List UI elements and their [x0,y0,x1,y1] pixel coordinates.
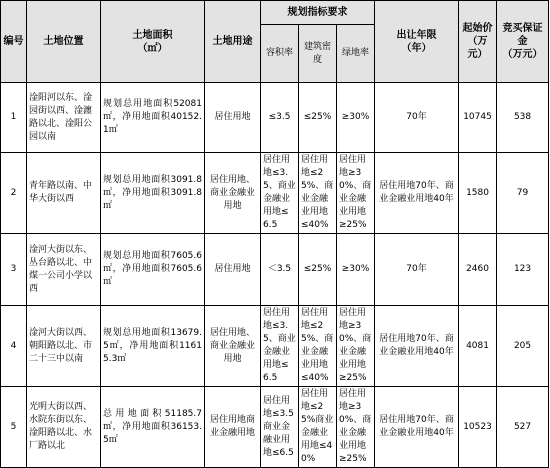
header-deposit-unit: （万元） [502,49,543,60]
cell-area: 规划总用地面积7605.6㎡，净用地面积7605.6㎡ [101,234,205,306]
header-deposit [497,1,549,83]
header-density: 建筑密度 [299,25,337,83]
cell-location: 淦河大街以东、丛台路以北、中煤一公司小学以西 [27,234,101,306]
cell-green: 居住用地≥30%、商业金融业用地≥25% [337,387,375,468]
header-area-title: 土地面积 [132,29,173,41]
cell-id: 5 [1,387,27,468]
cell-far: ＜3.5 [261,234,299,306]
cell-green: ≥30% [337,83,375,153]
header-use: 土地用途 [205,1,261,83]
table-row [1,83,549,153]
cell-use: 居住用地 [205,83,261,153]
cell-area: 总用地面积51185.7㎡，净用地面积36153.5㎡ [101,387,205,468]
header-area [101,1,205,83]
header-term [375,1,459,83]
cell-price: 1580 [459,153,497,234]
cell-area: 规划总用地面积3091.8㎡，净用地面积3091.8㎡ [101,153,205,234]
cell-price: 10745 [459,83,497,153]
header-location: 土地位置 [27,1,101,83]
cell-location: 淦阳河以东、淦园街以西、淦瀍路以北、淦阳公园以南 [27,83,101,153]
cell-id: 1 [1,83,27,153]
header-price-title: 起始价 [462,23,493,34]
cell-deposit: 538 [497,83,549,153]
cell-area: 规划总用地面积52081㎡，净用地面积40152.1㎡ [101,83,205,153]
cell-density: ≤25% [299,83,337,153]
cell-location: 青年路以南、中华大街以西 [27,153,101,234]
cell-far: ≤3.5 [261,83,299,153]
cell-use: 居住用地、商业金融业用地 [205,306,261,387]
table-row [1,387,549,468]
cell-id: 3 [1,234,27,306]
cell-term: 居住用地70年、商业金融业用地40年 [375,387,459,468]
header-term-unit: （年） [401,42,432,54]
header-area-unit: （㎡） [137,42,168,54]
cell-term: 居住用地70年、商业金融业用地40年 [375,306,459,387]
cell-deposit: 527 [497,387,549,468]
cell-density: 居住用地≤25%、商业金融业用地≤40% [299,153,337,234]
header-term-title: 出让年限 [396,29,437,41]
cell-term: 70年 [375,234,459,306]
table-row [1,153,549,234]
cell-far: 居住用地≤3.5、商业金融业用地≤6.5 [261,306,299,387]
header-row-top [1,1,549,25]
cell-id: 2 [1,153,27,234]
cell-term: 居住用地70年、商业金融业用地40年 [375,153,459,234]
cell-use: 居住用地、商业金融业用地 [205,153,261,234]
header-planning: 规划指标要求 [261,1,375,25]
cell-area: 规划总用地面积13679.5㎡，净用地面积11615.3㎡ [101,306,205,387]
cell-price: 4081 [459,306,497,387]
cell-far: 居住用地≤3.5商业金融业用地≤6.5 [261,387,299,468]
cell-density: ≤25% [299,234,337,306]
header-far: 容积率 [261,25,299,83]
cell-price: 10523 [459,387,497,468]
table-row [1,234,549,306]
table-row [1,306,549,387]
header-deposit-title: 竞买保证金 [502,23,543,47]
header-price-unit: （万元） [467,36,488,60]
cell-density: 居住用地≤25%商业金融业用地≤40% [299,387,337,468]
cell-green: 居住用地≥30%、商业金融业用地≥25% [337,153,375,234]
cell-deposit: 79 [497,153,549,234]
cell-deposit: 205 [497,306,549,387]
header-green: 绿地率 [337,25,375,83]
cell-far: 居住用地≤3.5、商业金融业用地≤6.5 [261,153,299,234]
cell-location: 淦河大街以西、朝阳路以北、市二十三中以南 [27,306,101,387]
cell-green: 居住用地≥30%、商业金融业用地≥25% [337,306,375,387]
header-id: 编号 [1,1,27,83]
cell-density: 居住用地≤25%、商业金融业用地≤40% [299,306,337,387]
cell-term: 70年 [375,83,459,153]
header-price [459,1,497,83]
cell-price: 2460 [459,234,497,306]
cell-deposit: 123 [497,234,549,306]
cell-id: 4 [1,306,27,387]
cell-use: 居住用地 [205,234,261,306]
cell-use: 居住用地商业金融用地 [205,387,261,468]
cell-location: 光明大街以西、水院东街以东、淦阳路以北、水厂路以北 [27,387,101,468]
cell-green: ≥30% [337,234,375,306]
